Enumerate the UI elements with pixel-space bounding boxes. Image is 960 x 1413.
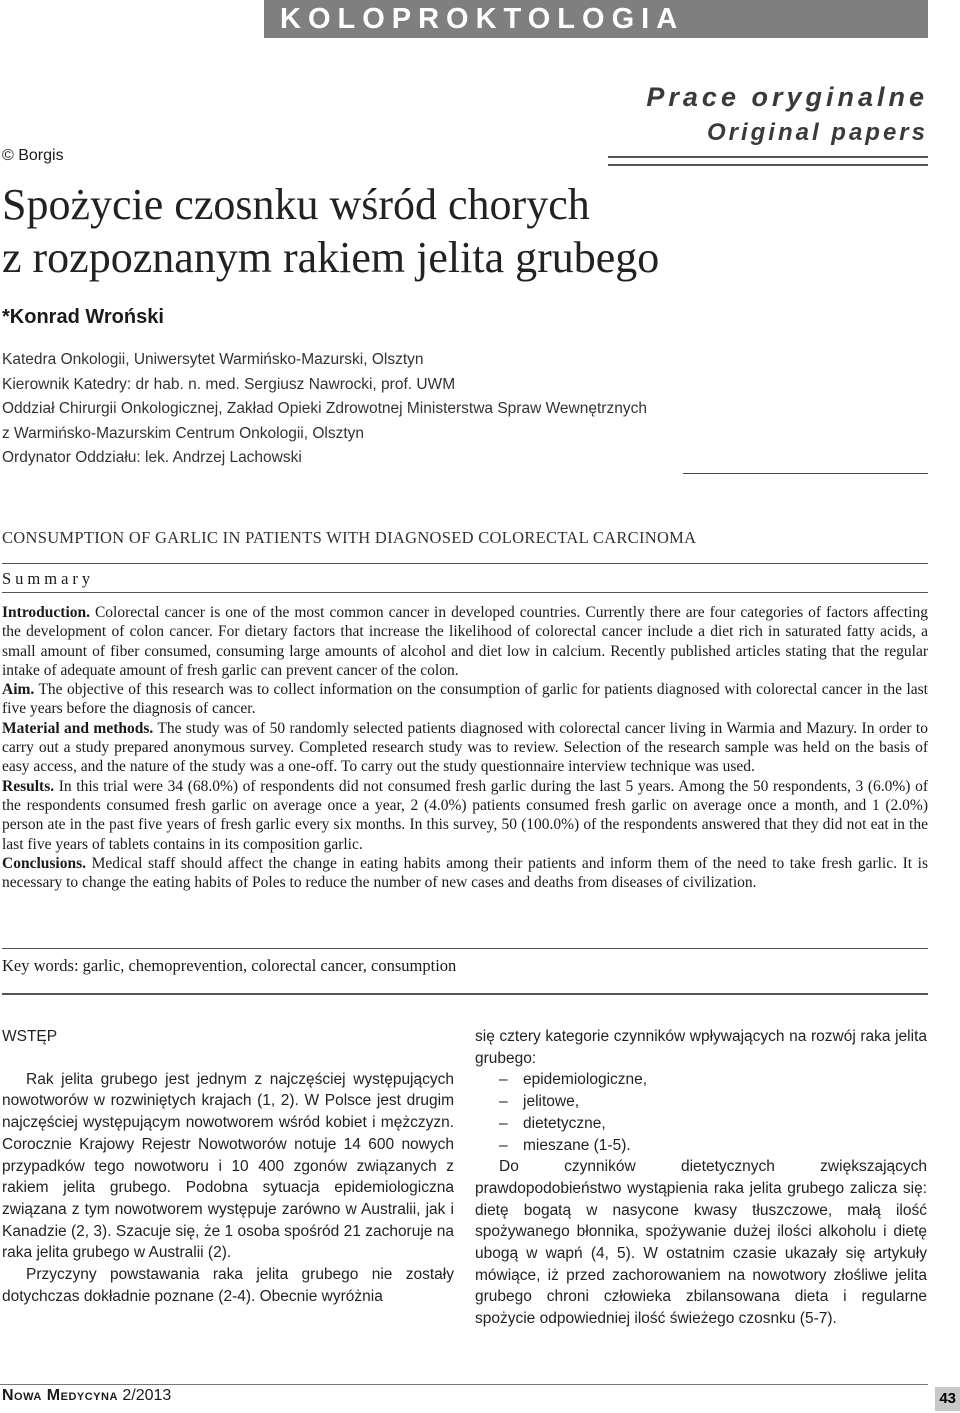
abstract-introduction	[2, 603, 928, 680]
affiliation-line: Ordynator Oddziału: lek. Andrzej Lachowski	[2, 449, 302, 466]
section-banner: KOLOPROKTOLOGIA	[264, 0, 928, 38]
summary-label: Summary	[2, 569, 95, 588]
abstract-label: Aim.	[2, 681, 35, 699]
keywords: Key words: garlic, chemoprevention, colorectal cancer, consumption	[2, 956, 457, 975]
divider	[2, 592, 928, 593]
divider	[683, 473, 928, 474]
divider	[2, 948, 928, 949]
divider	[2, 993, 928, 995]
abstract-conclusions	[2, 854, 928, 893]
abstract-text: Medical staff should affect the change in eating habits among their patients and inform them of the need to take fresh garlic. It is necessary to change the eating habits of Poles to reduce the number of new cases and deaths from diseases of civilization.	[2, 854, 929, 892]
article-type-english: Original papers	[706, 119, 928, 146]
article-type-polish: Prace oryginalne	[646, 82, 928, 112]
page-footer	[0, 1387, 960, 1411]
body-paragraph: się cztery kategorie czynników wpływających na rozwój raka jelita grubego:	[475, 1028, 927, 1067]
abstract-results	[2, 777, 928, 854]
abstract-methods	[2, 719, 928, 777]
body-paragraph: Do czynników dietetycznych zwiększających prawdopodobieństwo wystąpienia raka jelita grubego zalicza się: dietę bogatą w nasycone kwasy tłuszczowe, małą ilość spożywanego błonnika, spożywanie dużej ilości alkoholu i dietę ubogą w wapń (4, 5). W ostatnim czasie ukazały się artykuły mówiące, iż przed zachorowaniem na nowotwory złośliwe jelita grubego chroni człowieka zbilansowana dieta i regularne spożycie odpowiedniej ilość świeżego czosnku (5-7).	[475, 1158, 927, 1328]
affiliations	[2, 348, 902, 471]
copyright-notice: © Borgis	[2, 147, 64, 164]
affiliation-line: Oddział Chirurgii Onkologicznej, Zakład Opieki Zdrowotnej Ministerstwa Spraw Wewnętrznych	[2, 400, 647, 417]
abstract-label: Conclusions.	[2, 854, 86, 872]
body-column-right	[475, 1026, 927, 1330]
body-paragraph: Przyczyny powstawania raka jelita grubego nie zostały dotychczas dokładnie poznane (2-4). Obecnie wyróżnia	[2, 1266, 454, 1305]
author-name: *Konrad Wroński	[2, 306, 164, 328]
affiliation-line: Kierownik Katedry: dr hab. n. med. Sergiusz Nawrocki, prof. UWM	[2, 375, 456, 393]
page-number: 43	[935, 1387, 960, 1411]
abstract-aim	[2, 680, 928, 719]
abstract	[2, 603, 928, 892]
factor-list	[475, 1069, 927, 1156]
abstract-label: Material and methods.	[2, 719, 154, 737]
list-item: – epidemiologiczne,	[475, 1069, 927, 1091]
article-type	[646, 82, 928, 147]
affiliation-line: Katedra Onkologii, Uniwersytet Warmińsko-Mazurski, Olsztyn	[2, 351, 424, 368]
journal-name: Nowa Medycyna	[2, 1387, 118, 1404]
abstract-text: In this trial were 34 (68.0%) of respondents did not consumed fresh garlic during the last 5 years. Among the 50 respondents, 3 (6.0%) of the respondents consumed fresh garlic on average once a year, 2 (4.0%) patients consumed fresh garlic on average once a month, and 1 (2.0%) person ate in the past five years of fresh garlic every six months. In this survey, 50 (100.0%) of the respondents answered that they did not eat in the last five years of tablets contains in its composition garlic.	[2, 777, 929, 853]
double-divider	[608, 156, 928, 166]
list-item: – dietetyczne,	[475, 1113, 927, 1135]
body-paragraph: Rak jelita grubego jest jednym z najczęściej występujących nowotworów w rozwiniętych krajach (1, 2). W Polsce jest drugim najczęściej występującym nowotworem wśród kobiet i mężczyzn. Corocznie Krajowy Rejestr Nowotworów notuje 14 600 nowych przypadków tego nowotworu i 10 400 zgonów związanych z rakiem jelita grubego. Podobna sytuacja epidemiologiczna związana z tym nowotworem występuje zarówno w Australii, jak i Kanadzie (2, 3). Szacuje się, że 1 osoba spośród 21 zachoruje na raka jelita grubego w Australii (2).	[2, 1070, 454, 1262]
abstract-text: Colorectal cancer is one of the most common cancer in developed countries. Currently there are four categories of factors affecting the development of colon cancer. For dietary factors that increase the likelihood of colorectal cancer include a diet rich in saturated fatty acids, a small amount of fiber consumed, consuming large amounts of alcohol and diet low in calcium. Recently published articles stating that the regular intake of adequate amount of fresh garlic can prevent cancer of the colon.	[2, 604, 928, 679]
abstract-text: The study was of 50 randomly selected patients diagnosed with colorectal cancer living in Warmia and Mazury. In order to carry out a study prepared anonymous survey. Completed research study was to review. Selection of the research sample was held on the basis of easy access, and the nature of the study was a one-off. To carry out the study questionnaire interview technique was used.	[2, 719, 928, 776]
article-title	[2, 178, 762, 284]
body-column-left	[2, 1026, 454, 1307]
footer-divider	[0, 1384, 928, 1385]
list-item: – mieszane (1-5).	[475, 1135, 927, 1157]
list-item: – jelitowe,	[475, 1091, 927, 1113]
divider	[2, 563, 928, 564]
english-title: CONSUMPTION OF GARLIC IN PATIENTS WITH DIAGNOSED COLORECTAL CARCINOMA	[2, 528, 697, 547]
title-line-2: z rozpoznanym rakiem jelita grubego	[2, 233, 660, 282]
section-heading: WSTĘP	[2, 1028, 58, 1045]
journal-issue: 2/2013	[122, 1387, 172, 1404]
abstract-label: Results.	[2, 777, 55, 795]
affiliation-line: z Warmińsko-Mazurskim Centrum Onkologii, Olsztyn	[2, 424, 365, 442]
abstract-label: Introduction.	[2, 604, 90, 621]
title-line-1: Spożycie czosnku wśród chorych	[2, 180, 590, 229]
journal-info	[2, 1387, 171, 1405]
abstract-text: The objective of this research was to collect information on the consumption of garlic for patients diagnosed with colorectal cancer in the last five years before the diagnosis of cancer.	[2, 681, 928, 718]
